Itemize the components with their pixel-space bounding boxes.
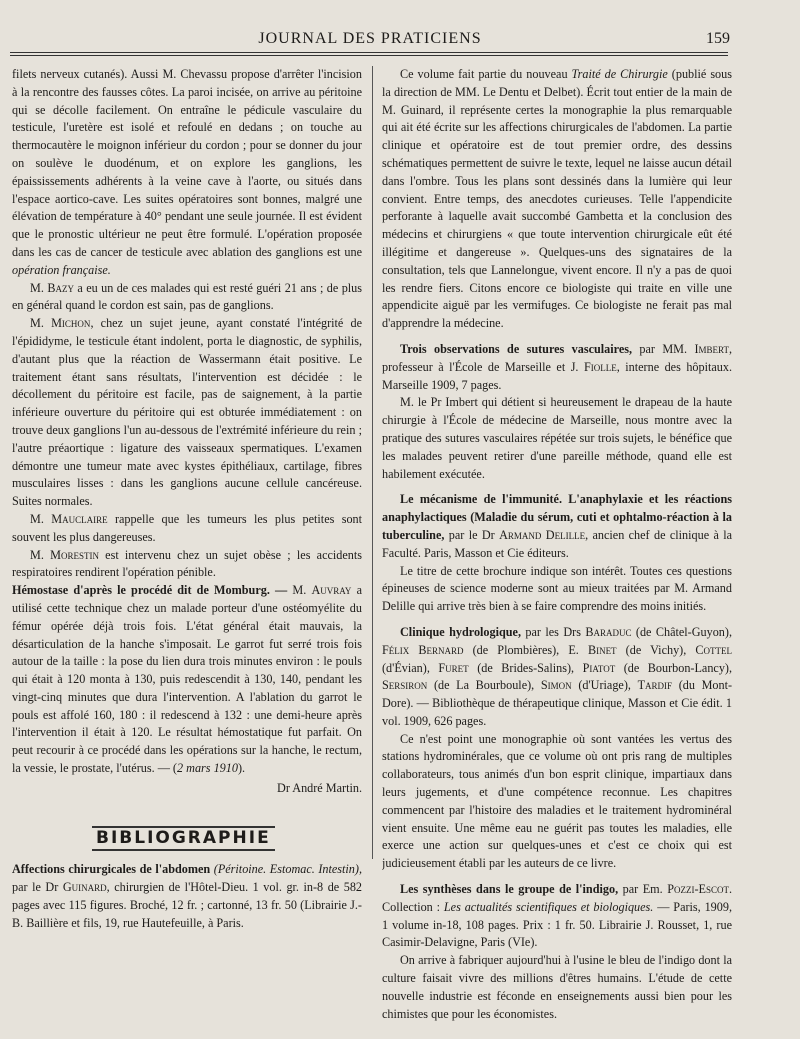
paragraph: M. le Pr Imbert qui détient si heureusement le drapeau de la haute chirurgie à l'École de médecine de Marseille, nous montre avec la pratique des sutures vasculaires répétée sur trois sujets, le bénéfice que les malades peuvent retirer d'une pareille méthode, quand elle est habilement exécutée. (382, 395, 732, 481)
column-divider (372, 66, 373, 859)
paragraph: filets nerveux cutanés). Aussi M. Chevassu propose d'arrêter l'incision à la rencontre des fausses côtes. La paroi incisée, on arrive au péritoine qui se décolle facilement. On entraîne le pédicule vasculaire du testicule, l'uretère est isolé et refoulé en dedans ; on touche au thermocautère le moignon inférieur du cordon ; pour se donner du jour on soulève le duodénum, et on explore les ganglions, les épaississements adhérents à la veine cave à l'aorte, ou situés dans l'espace aortico-cave. Les suites opératoires sont bonnes, malgré une élévation de température à 40° pendant une seule journée. Il est évident que le pronostic ultérieur ne peut être formulé. L'opération proposée dans les cas de cancer de testicule avec ablation des ganglions est une opération française. (12, 67, 362, 277)
page-number: 159 (706, 30, 730, 47)
paragraph: M. Morestin est intervenu chez un sujet obèse ; les accidents respiratoires rendirent l'opération pénible. (12, 547, 362, 580)
left-column (12, 66, 362, 1029)
bibliography-entry: Affections chirurgicales de l'abdomen (Péritoine. Estomac. Intestin), par le Dr Guinard, chirurgien de l'Hôtel-Dieu. 1 vol. gr. in-8 de 582 pages avec 115 figures. Broché, 12 fr. ; cartonné, 13 fr. 50 (Librairie J.-B. Baillière et fils, 19, rue Hautefeuille, à Paris. (12, 862, 362, 930)
right-column (382, 66, 732, 1029)
section-title: Hémostase d'après le procédé dit de Momburg. — (12, 583, 288, 598)
bibliography-entry: Le mécanisme de l'immunité. L'anaphylaxie et les réactions anaphylactiques (Maladie du sérum, cuti et ophtalmo-réaction à la tuberculine, par le Dr Armand Delille, ancien chef de clinique à la Faculté. Paris, Masson et Cie éditeurs. (382, 492, 732, 560)
page-header (10, 26, 730, 50)
header-rule (10, 52, 728, 56)
bibliography-heading: BIBLIOGRAPHIE (92, 826, 275, 852)
paragraph: Ce volume fait partie du nouveau Traité de Chirurgie (publié sous la direction de MM. Le Dentu et Delbet). Écrit tout entier de la main de M. Guinard, il représente certes la monographie la plus remarquable qui ait été écrite sur les affections chirurgicales de l'abdomen. La partie clinique et opératoire est de tout premier ordre, des dessins schématiques permettent de suivre le texte, lequel ne laisse aucun détail dans l'ombre. Tous les plans sont dessinés dans la lumière qui leur convient. Entre temps, des anecdotes curieuses. Telle l'appendicite perforante à laquelle avait succombé Gambetta et la conclusion des médecins et chirurgiens « que toute intervention chirurgicale eût été illégitime et dangereuse ». Quelques-uns des signataires de la consultation, tels que Lannelongue, vivent encore. Il n'y a pas de quoi les rendre fiers. Citons encore ce biologiste qui traite en ville une appendicite aiguë par les vermifuges. Ce biologiste ne ferait pas mal d'apprendre la médecine. (382, 67, 732, 331)
signature: Dr André Martin. (277, 780, 362, 795)
bibliography-entry: Les synthèses dans le groupe de l'indigo, par Em. Pozzi-Escot. Collection : Les actualités scientifiques et biologiques. — Paris, 1909, 1 volume in-18, 108 pages. Prix : 1 fr. 50. Librairie J. Rousset, 1, rue Casimir-Delavigne, Paris (VIe). (382, 882, 732, 950)
paragraph: On arrive à fabriquer aujourd'hui à l'usine le bleu de l'indigo dont la culture faisait vivre des millions d'êtres humains. L'étude de cette nouvelle industrie est féconde en enseignements aussi bien pour les chimistes que pour les économistes. (382, 953, 732, 1021)
paragraph: M. Mauclaire rappelle que les tumeurs les plus petites sont souvent les plus dangereuses. (12, 511, 362, 544)
section-paragraph: Hémostase d'après le procédé dit de Momburg. — M. Auvray a utilisé cette technique chez un malade porteur d'une ostéomyélite du fémur opérée déjà trois fois. L'état général était mauvais, la désarticulation de la hanche s'imposait. Le garrot fut serré trois fois autour de la taille : la pose du lien dura trois minutes environ : le pouls qui était à 120 monta à 130, puis redescendit à 130, 140, pendant les vingt-cinq minutes que dura l'intervention. A l'ablation du garrot le pouls est affolé 160, 180 : il redescend à 132 : une demi-heure après l'intervention il était à 120. Le résultat hémostatique fut parfait. On peut recourir à ce procédé dans les opérations sur la hanche, le rectum, la vessie, le prostate, l'utérus. — (2 mars 1910). (12, 583, 362, 776)
journal-title: JOURNAL DES PRATICIENS (258, 30, 482, 47)
bibliography-entry: Trois observations de sutures vasculaires, par MM. Imbert, professeur à l'École de Marseille et J. Fiolle, interne des hôpitaux. Marseille 1909, 7 pages. (382, 341, 732, 392)
bibliography-entry: Clinique hydrologique, par les Drs Baraduc (de Châtel-Guyon), Félix Bernard (de Plombières), E. Binet (de Vichy), Cottel (d'Évian), Furet (de Brides-Salins), Piatot (de Bourbon-Lancy), Sersiron (de La Bourboule), Simon (d'Uriage), Tardif (du Mont-Dore). — Bibliothèque de thérapeutique clinique, Masson et Cie édit. 1 vol. 1909, 626 pages. (382, 624, 732, 728)
paragraph: M. Bazy a eu un de ces malades qui est resté guéri 21 ans ; de plus en général quand le cordon est sain, pas de ganglions. (12, 280, 362, 313)
paragraph: Ce n'est point une monographie où sont vantées les vertus des stations hydrominérales, que ce volume où ont pris rang de multiples collaborateurs, tous animés d'un bon esprit clinique, impartiaux dans leurs jugements, et d'une compétence reconnue. Les chapitres commencent par l'histoire des maladies et le traitement hydrominéral vient ensuite. Une même eau ne guérit pas toutes les maladies, elle exerce une action sur quelques-unes et c'est ce choix qui est judicieusement établi par les auteurs de ce livre. (382, 731, 732, 871)
paragraph: Le titre de cette brochure indique son intérêt. Toutes ces questions épineuses de science moderne sont au mieux traitées par M. Armand Delille qui arrive très bien à se faire comprendre des moins initiés. (382, 563, 732, 614)
paragraph: M. Michon, chez un sujet jeune, ayant constaté l'intégrité de l'épididyme, le testicule étant indolent, porta le diagnostic, de syphilis, d'autant plus que la réaction de Wassermann était positive. Le traitement étant sans résultats, l'intervention est décidée : le décollement du péritoire est facile, pas de saignement, à la partie inférieure ouverture du péritoire qui est obturée immédiatement : on trouve deux ganglions l'un au-dessous de l'extrémité inférieure du rein ; l'autre préaortique : ligature des vaisseaux spermatiques. L'examen démontre une tumeur mate avec kystes épithéliaux, cartilage, fibres musculaires lisses : dans les ganglions aucune cellule cancéreuse. Suites normales. (12, 316, 362, 509)
